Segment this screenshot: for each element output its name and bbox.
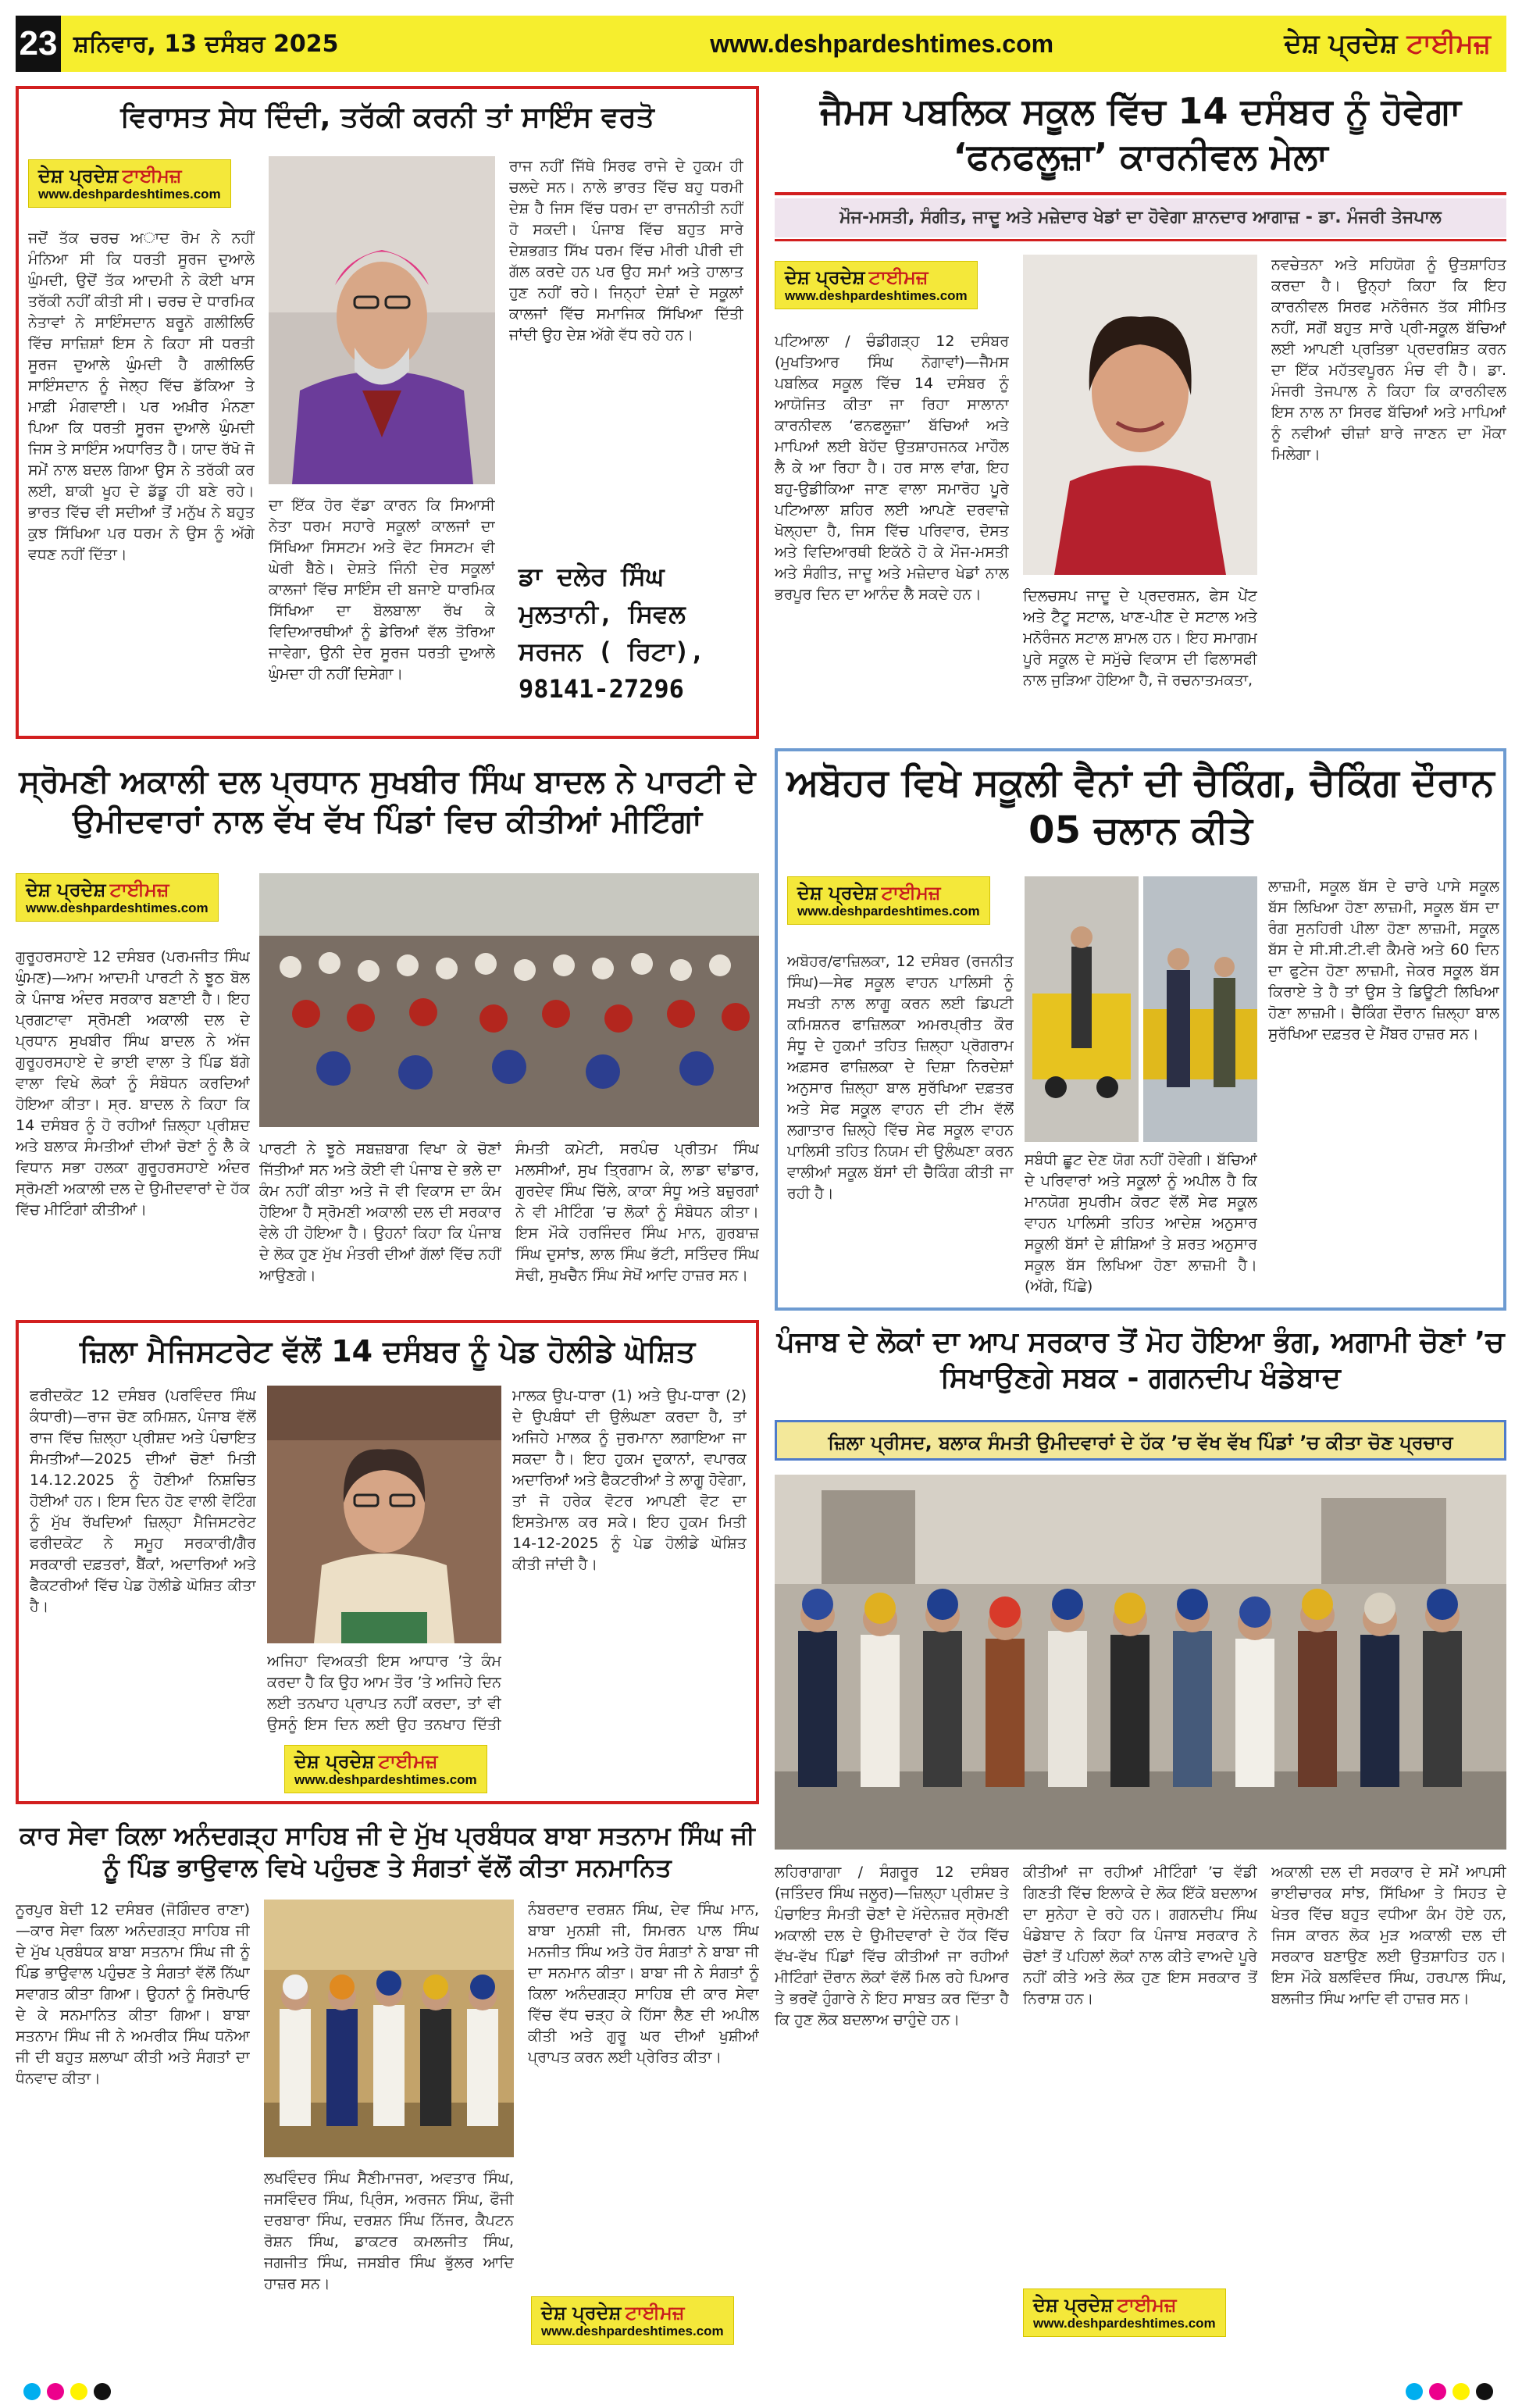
article-column-1: ਫਰੀਦਕੋਟ 12 ਦਸੰਬਰ (ਪਰਵਿੰਦਰ ਸਿੰਘ ਕੰਧਾਰੀ)—ਰਾਜ ਚੋਣ ਕਮਿਸ਼ਨ, ਪੰਜਾਬ ਵੱਲੋਂ ਰਾਜ ਵਿੱਚ ਜ਼ਿਲ੍ਹਾ ਪ੍ਰੀਸ਼ਦ ਅਤੇ ਪੰਚਾਇਤ ਸੰਮਤੀਆਂ—2025 ਦੀਆਂ ਚੋਣਾਂ ਮਿਤੀ 14.12.2025 ਨੂੰ ਹੋਣੀਆਂ ਨਿਸ਼ਚਿਤ ਹੋਈਆਂ ਹਨ। ਇਸ ਦਿਨ ਹੋਣ ਵਾਲੀ ਵੋਟਿੰਗ ਨੂੰ ਮੁੱਖ ਰੱਖਦਿਆਂ ਜ਼ਿਲ੍ਹਾ ਮੈਜਿਸਟਰੇਟ ਫਰੀਦਕੋਟ ਨੇ ਸਮੂਹ ਸਰਕਾਰੀ/ਗੈਰ ਸਰਕਾਰੀ ਦਫ਼ਤਰਾਂ, ਬੈਂਕਾਂ, ਅਦਾਰਿਆਂ ਅਤੇ ਫੈਕਟਰੀਆਂ ਵਿੱਚ ਪੇਡ ਹੋਲੀਡੇ ਘੋਸ਼ਿਤ ਕੀਤਾ ਹੈ। xyxy=(30,1387,256,1615)
article-column-2: ਦਾ ਇੱਕ ਹੋਰ ਵੱਡਾ ਕਾਰਨ ਕਿ ਸਿਆਸੀ ਨੇਤਾ ਧਰਮ ਸਹਾਰੇ ਸਕੂਲਾਂ ਕਾਲਜਾਂ ਦਾ ਸਿੱਖਿਆ ਸਿਸਟਮ ਅਤੇ ਵੋਟ ਸਿਸਟਮ ਵੀ ਘੇਰੀ ਬੈਠੇ। ਦੇਸ਼ਤੇ ਜਿੰਨੀ ਦੇਰ ਸਕੂਲਾਂ ਕਾਲਜਾਂ ਵਿੱਚ ਸਾਇੰਸ ਦੀ ਬਜਾਏ ਧਾਰਮਿਕ ਸਿੱਖਿਆ ਦਾ ਬੋਲਬਾਲਾ ਰੱਖ ਕੇ ਵਿਦਿਆਰਥੀਆਂ ਨੂੰ ਡੇਰਿਆਂ ਵੱਲ ਤੋਰਿਆ ਜਾਵੇਗਾ, ਉਨੀ ਦੇਰ ਸੂਰਜ ਧਰਤੀ ਦੁਆਲੇ ਘੁੰਮਦਾ ਹੀ ਨਹੀਂ ਦਿਸੇਗਾ। xyxy=(269,497,495,683)
brand-part2: ਟਾਈਮਜ਼ xyxy=(625,2302,685,2324)
brand-part1: ਦੇਸ਼ ਪ੍ਰਦੇਸ਼ xyxy=(294,1750,375,1772)
article-column-2: ਲਖਵਿੰਦਰ ਸਿੰਘ ਸੈਣੀਮਾਜਰਾ, ਅਵਤਾਰ ਸਿੰਘ, ਜਸਵਿੰਦਰ ਸਿੰਘ, ਪ੍ਰਿੰਸ, ਅਰਜਨ ਸਿੰਘ, ਫੌਜੀ ਦਰਬਾਰਾ ਸਿੰਘ, ਦਰਸ਼ਨ ਸਿੰਘ ਨਿੱਜਰ, ਕੈਪਟਨ ਰੋਸ਼ਨ ਸਿੰਘ, ਡਾਕਟਰ ਕਮਲਜੀਤ ਸਿੰਘ, ਜਗਜੀਤ ਸਿੰਘ, ਜਸਬੀਰ ਸਿੰਘ ਭੁੱਲਰ ਆਦਿ ਹਾਜ਼ਰ ਸਨ। xyxy=(264,2170,514,2292)
article-column-1: ਜਦੋਂ ਤੱਕ ਚਰਚ ਅਾਦ ਰੋਮ ਨੇ ਨਹੀਂ ਮੰਨਿਆ ਸੀ ਕਿ ਧਰਤੀ ਸੂਰਜ ਦੁਆਲੇ ਘੁੰਮਦੀ, ਉਦੋਂ ਤੱਕ ਆਦਮੀ ਨੇ ਕੋਈ ਖਾਸ ਤਰੱਕੀ ਨਹੀਂ ਕੀਤੀ ਸੀ। ਚਰਚ ਦੇ ਧਾਰਮਿਕ ਨੇਤਾਵਾਂ ਨੇ ਸਾਇੰਸਦਾਨ ਬਰੂਨੋ ਗਲੀਲਿਓ ਵਿੱਚ ਸਾਜ਼ਿਸ਼ਾਂ ਇਸ ਨੇ ਕਿਹਾ ਸੀ ਧਰਤੀ ਸੂਰਜ ਦੁਆਲੇ ਘੁੰਮਦੀ ਹੈ ਗਲੀਲਿਓ ਸਾਇੰਸਦਾਨ ਨੂੰ ਜੇਲ੍ਹ ਵਿੱਚ ਡੱਕਿਆ ਤੇ ਮਾਫ਼ੀ ਮੰਗਵਾਈ। ਪਰ ਅਖ਼ੀਰ ਮੰਨਣਾ ਪਿਆ ਕਿ ਧਰਤੀ ਸੂਰਜ ਦੁਆਲੇ ਘੁੰਮਦੀ ਜਿਸ ਤੇ ਸਾਇੰਸ ਅਧਾਰਿਤ ਹੈ। ਯਾਦ ਰੱਖੋ ਜੋ ਸਮੇਂ ਨਾਲ ਬਦਲ ਗਿਆ ਉਸ ਨੇ ਤਰੱਕੀ ਕਰ ਲਈ, ਬਾਕੀ ਖੂਹ ਦੇ ਡੱਡੂ ਹੀ ਬਣੇ ਰਹੇ। ਭਾਰਤ ਵਿੱਚ ਵੀ ਸਦੀਆਂ ਤੋਂ ਮਨੁੱਖ ਨੇ ਬਹੁਤ ਕੁਝ ਸਿੱਖਿਆ ਪਰ ਧਰਮ ਨੇ ਉਸ ਨੂੰ ਅੱਗੇ ਵਧਣ ਨਹੀਂ ਦਿੱਤਾ। xyxy=(28,230,255,563)
article-column-3: ਸੰਮਤੀ ਕਮੇਟੀ, ਸਰਪੰਚ ਪ੍ਰੀਤਮ ਸਿੰਘ ਮਲਸੀਆਂ, ਸੁਖ ਤ੍ਰਿਗਾਮ ਕੇ, ਲਾਡਾ ਢਾਂਡਾਰ, ਗੁਰਦੇਵ ਸਿੰਘ ਚਿੱਲੇ, ਕਾਕਾ ਸੰਧੂ ਅਤੇ ਬਜ਼ੁਰਗਾਂ ਨੇ ਵੀ ਮੀਟਿੰਗ ’ਚ ਲੋਕਾਂ ਨੂੰ ਸੰਬੋਧਨ ਕੀਤਾ। ਇਸ ਮੌਕੇ ਹਰਜਿੰਦਰ ਸਿੰਘ ਮਾਨ, ਗੁਰਬਾਜ਼ ਸਿੰਘ ਦੁਸਾਂਝ, ਲਾਲ ਸਿੰਘ ਭੱਟੀ, ਸਤਿੰਦਰ ਸਿੰਘ ਸੋਢੀ, ਸੁਖਚੈਨ ਸਿੰਘ ਸੇਖੋਂ ਆਦਿ ਹਾਜ਼ਰ ਸਨ। xyxy=(515,1140,759,1284)
campaign-photo xyxy=(775,1475,1506,1850)
brand-block xyxy=(16,873,219,922)
brand-part1: ਦੇਸ਼ ਪ੍ਰਦੇਸ਼ xyxy=(26,879,106,901)
brand-url: www.deshpardeshtimes.com xyxy=(785,288,968,303)
article-paid-holiday xyxy=(16,1320,759,1804)
van-checking-image-2 xyxy=(1143,876,1257,1142)
campaign-group-image xyxy=(775,1475,1506,1850)
brand-block xyxy=(284,1745,487,1793)
article-akali-meetings xyxy=(16,748,759,1311)
brand-title xyxy=(1284,28,1506,59)
registration-mark xyxy=(94,2383,111,2400)
brand-url: www.deshpardeshtimes.com xyxy=(294,1772,477,1787)
article-column-2: ਕੀਤੀਆਂ ਜਾ ਰਹੀਆਂ ਮੀਟਿੰਗਾਂ ’ਚ ਵੱਡੀ ਗਿਣਤੀ ਵਿੱਚ ਇਲਾਕੇ ਦੇ ਲੋਕ ਇੱਕੋ ਬਦਲਾਅ ਦਾ ਸੁਨੇਹਾ ਦੇ ਰਹੇ ਹਨ। ਗਗਨਦੀਪ ਸਿੰਘ ਖੰਡੇਬਾਦ ਨੇ ਕਿਹਾ ਕਿ ਪੰਜਾਬ ਸਰਕਾਰ ਨੇ ਚੋਣਾਂ ਤੋਂ ਪਹਿਲਾਂ ਲੋਕਾਂ ਨਾਲ ਕੀਤੇ ਵਾਅਦੇ ਪੂਰੇ ਨਹੀਂ ਕੀਤੇ ਅਤੇ ਲੋਕ ਹੁਣ ਇਸ ਸਰਕਾਰ ਤੋਂ ਨਿਰਾਸ਼ ਹਨ। xyxy=(1023,1864,1257,2007)
headline: ਜੈਮਸ ਪਬਲਿਕ ਸਕੂਲ ਵਿੱਚ 14 ਦਸੰਬਰ ਨੂੰ ਹੋਵੇਗਾ ‘ਫਨਫਲੂਜ਼ਾ’ ਕਾਰਨੀਵਲ ਮੇਲਾ xyxy=(820,90,1461,177)
page-number: 23 xyxy=(16,16,61,72)
article-column-1: ਪਟਿਆਲਾ / ਚੰਡੀਗੜ੍ਹ 12 ਦਸੰਬਰ (ਮੁਖਤਿਆਰ ਸਿੰਘ ਨੋਗਾਵਾਂ)—ਜੈਮਸ ਪਬਲਿਕ ਸਕੂਲ ਵਿੱਚ 14 ਦਸੰਬਰ ਨੂੰ ਆਯੋਜਿਤ ਕੀਤਾ ਜਾ ਰਿਹਾ ਸਾਲਾਨਾ ਕਾਰਨੀਵਲ ‘ਫਨਫਲੂਜ਼ਾ’ ਬੱਚਿਆਂ ਅਤੇ ਮਾਪਿਆਂ ਲਈ ਬੇਹੱਦ ਉਤਸ਼ਾਹਜਨਕ ਮਾਹੌਲ ਲੈ ਕੇ ਆ ਰਿਹਾ ਹੈ। ਹਰ ਸਾਲ ਵਾਂਗ, ਇਹ ਬਹੁ-ਉਡੀਕਿਆ ਜਾਣ ਵਾਲਾ ਸਮਾਰੋਹ ਪੂਰੇ ਪਟਿਆਲਾ ਸ਼ਹਿਰ ਲਈ ਆਪਣੇ ਦਰਵਾਜ਼ੇ ਖੋਲ੍ਹਦਾ ਹੈ, ਜਿਸ ਵਿੱਚ ਪਰਿਵਾਰ, ਦੋਸਤ ਅਤੇ ਵਿਦਿਆਰਥੀ ਇਕੱਠੇ ਹੋ ਕੇ ਮੌਜ-ਮਸਤੀ ਅਤੇ ਸੰਗੀਤ, ਜਾਦੂ ਅਤੇ ਮਜ਼ੇਦਾਰ ਖੇਡਾਂ ਨਾਲ ਭਰਪੂਰ ਦਿਨ ਦਾ ਆਨੰਦ ਲੈ ਸਕਦੇ ਹਨ। xyxy=(775,333,1009,603)
author-name: ਡਾ ਦਲੇਰ ਸਿੰਘ ਮੁਲਤਾਨੀ, ਸਿਵਲ ਸਰਜਨ ( ਰਿਟਾ), xyxy=(519,562,705,666)
registration-mark xyxy=(23,2383,41,2400)
brand-part2: ਟਾਈਮਜ਼ xyxy=(122,165,182,187)
brand-block xyxy=(28,159,231,208)
author-portrait-image xyxy=(269,156,495,484)
author-signature xyxy=(519,558,745,708)
brand-part1: ਦੇਸ਼ ਪ੍ਰਦੇਸ਼ xyxy=(541,2302,622,2324)
article-column-1: ਨੂਰਪੁਰ ਬੇਦੀ 12 ਦਸੰਬਰ (ਜੋਗਿੰਦਰ ਰਾਣਾ)—ਕਾਰ ਸੇਵਾ ਕਿਲਾ ਅਨੰਦਗੜ੍ਹ ਸਾਹਿਬ ਜੀ ਦੇ ਮੁੱਖ ਪ੍ਰਬੰਧਕ ਬਾਬਾ ਸਤਨਾਮ ਸਿੰਘ ਜੀ ਨੂੰ ਪਿੰਡ ਭਾਉਵਾਲ ਪਹੁੰਚਣ ਤੇ ਸੰਗਤਾਂ ਵੱਲੋਂ ਨਿੱਘਾ ਸਵਾਗਤ ਕੀਤਾ ਗਿਆ। ਉਹਨਾਂ ਨੂੰ ਸਿਰੋਪਾਓ ਦੇ ਕੇ ਸਨਮਾਨਿਤ ਕੀਤਾ ਗਿਆ। ਬਾਬਾ ਸਤਨਾਮ ਸਿੰਘ ਜੀ ਨੇ ਅਮਰੀਕ ਸਿੰਘ ਧਨੋਆ ਜੀ ਦੀ ਬਹੁਤ ਸ਼ਲਾਘਾ ਕੀਤੀ ਅਤੇ ਸੰਗਤਾਂ ਦਾ ਧੰਨਵਾਦ ਕੀਤਾ। xyxy=(16,1901,250,2087)
headline: ਜ਼ਿਲਾ ਮੈਜਿਸਟਰੇਟ ਵੱਲੋਂ 14 ਦਸੰਬਰ ਨੂੰ ਪੇਡ ਹੋਲੀਡੇ ਘੋਸ਼ਿਤ xyxy=(79,1334,696,1368)
issue-date: ਸ਼ਨਿਵਾਰ, 13 ਦਸੰਬਰ 2025 xyxy=(73,30,339,58)
van-checking-photo-1 xyxy=(1025,876,1139,1142)
author-phone: 98141-27296 xyxy=(519,674,684,704)
brand-url: www.deshpardeshtimes.com xyxy=(797,904,980,919)
article-column-2: ਦਿਲਚਸਪ ਜਾਦੂ ਦੇ ਪ੍ਰਦਰਸ਼ਨ, ਫੇਸ ਪੇਂਟ ਅਤੇ ਟੈਟੂ ਸਟਾਲ, ਖਾਣ-ਪੀਣ ਦੇ ਸਟਾਲ ਅਤੇ ਮਨੋਰੰਜਨ ਸਟਾਲ ਸ਼ਾਮਲ ਹਨ। ਇਹ ਸਮਾਗਮ ਪੂਰੇ ਸਕੂਲ ਦੇ ਸਮੁੱਚੇ ਵਿਕਾਸ ਦੀ ਫਿਲਾਸਫੀ ਨਾਲ ਜੁੜਿਆ ਹੋਇਆ ਹੈ, ਜੋ ਰਚਨਾਤਮਕਤਾ, xyxy=(1023,587,1257,689)
brand-url: www.deshpardeshtimes.com xyxy=(541,2324,724,2338)
article-baba-satnam-singh xyxy=(16,1812,759,2367)
principal-photo xyxy=(1023,255,1257,575)
photo-caption: ਅਜਿਹਾ ਵਿਅਕਤੀ ਇਸ ਆਧਾਰ ’ਤੇ ਕੰਮ ਕਰਦਾ ਹੈ ਕਿ ਉਹ ਆਮ ਤੌਰ ’ਤੇ ਅਜਿਹੇ ਦਿਨ ਲਈ ਤਨਖਾਹ ਪ੍ਰਾਪਤ ਨਹੀਂ ਕਰਦਾ, ਤਾਂ ਵੀ ਉਸਨੂੰ ਇਸ ਦਿਨ ਲਈ ਉਹ ਤਨਖਾਹ ਦਿੱਤੀ xyxy=(267,1653,501,1733)
magistrate-photo xyxy=(267,1386,501,1643)
brand-block xyxy=(531,2296,734,2345)
article-column-3: ਰਾਜ ਨਹੀਂ ਜਿੱਥੇ ਸਿਰਫ ਰਾਜੇ ਦੇ ਹੁਕਮ ਹੀ ਚਲਦੇ ਸਨ। ਨਾਲੇ ਭਾਰਤ ਵਿੱਚ ਬਹੁ ਧਰਮੀ ਦੇਸ਼ ਹੈ ਜਿਸ ਵਿੱਚ ਧਰਮ ਦਾ ਰਾਜਨੀਤੀ ਨਹੀਂ ਹੋ ਸਕਦੀ। ਪੰਜਾਬ ਵਿੱਚ ਬਹੁਤ ਸਾਰੇ ਦੇਸ਼ਭਗਤ ਸਿੱਖ ਧਰਮ ਵਿੱਚ ਮੀਰੀ ਪੀਰੀ ਦੀ ਗੱਲ ਕਰਦੇ ਹਨ ਪਰ ਉਹ ਸਮਾਂ ਅਤੇ ਹਾਲਾਤ ਹੁਣ ਨਹੀਂ ਰਹੇ। ਜਿਨ੍ਹਾਂ ਦੇਸ਼ਾਂ ਦੇ ਸਕੂਲਾਂ ਕਾਲਜਾਂ ਵਿੱਚ ਸਮਾਜਿਕ ਸਿੱਖਿਆ ਦਿੱਤੀ ਜਾਂਦੀ ਉਹ ਦੇਸ਼ ਅੱਗੇ ਵੱਧ ਰਹੇ ਹਨ। xyxy=(509,158,743,344)
article-column-1: ਅਬੋਹਰ/ਫਾਜ਼ਿਲਕਾ, 12 ਦਸੰਬਰ (ਰਜਨੀਤ ਸਿੰਘ)—ਸੇਫ ਸਕੂਲ ਵਾਹਨ ਪਾਲਿਸੀ ਨੂੰ ਸਖਤੀ ਨਾਲ ਲਾਗੂ ਕਰਨ ਲਈ ਡਿਪਟੀ ਕਮਿਸ਼ਨਰ ਫਾਜ਼ਿਲਕਾ ਅਮਰਪ੍ਰੀਤ ਕੌਰ ਸੰਧੂ ਦੇ ਹੁਕਮਾਂ ਤਹਿਤ ਜ਼ਿਲ੍ਹਾ ਪ੍ਰੋਗਰਾਮ ਅਫ਼ਸਰ ਫਾਜ਼ਿਲਕਾ ਦੇ ਦਿਸ਼ਾ ਨਿਰਦੇਸ਼ਾਂ ਅਨੁਸਾਰ ਜ਼ਿਲ੍ਹਾ ਬਾਲ ਸੁਰੱਖਿਆ ਦਫ਼ਤਰ ਅਤੇ ਸੇਫ ਸਕੂਲ ਵਾਹਨ ਦੀ ਟੀਮ ਵੱਲੋਂ ਲਗਾਤਾਰ ਜ਼ਿਲ੍ਹੇ ਵਿੱਚ ਸੇਫ ਸਕੂਲ ਵਾਹਨ ਪਾਲਿਸੀ ਤਹਿਤ ਨਿਯਮ ਦੀ ਉਲੰਘਣਾ ਕਰਨ ਵਾਲੀਆਂ ਸਕੂਲ ਬੱਸਾਂ ਦੀ ਚੈਕਿੰਗ ਕੀਤੀ ਜਾ ਰਹੀ ਹੈ। xyxy=(787,953,1014,1202)
article-school-van-checking xyxy=(775,748,1506,1311)
headline: ਅਬੋਹਰ ਵਿਖੇ ਸਕੂਲੀ ਵੈਨਾਂ ਦੀ ਚੈਕਿੰਗ, ਚੈਕਿੰਗ ਦੌਰਾਨ 05 ਚਲਾਨ ਕੀਤੇ xyxy=(786,761,1495,853)
subheadline: ਮੌਜ-ਮਸਤੀ, ਸੰਗੀਤ, ਜਾਦੂ ਅਤੇ ਮਜ਼ੇਦਾਰ ਖੇਡਾਂ ਦਾ ਹੋਵੇਗਾ ਸ਼ਾਨਦਾਰ ਆਗਾਜ਼ - ਡਾ. ਮੰਜਰੀ ਤੇਜਪਾਲ xyxy=(775,198,1506,237)
article-column-2: ਪਾਰਟੀ ਨੇ ਝੂਠੇ ਸਬਜ਼ਬਾਗ ਵਿਖਾ ਕੇ ਚੋਣਾਂ ਜਿੱਤੀਆਂ ਸਨ ਅਤੇ ਕੋਈ ਵੀ ਪੰਜਾਬ ਦੇ ਭਲੇ ਦਾ ਕੰਮ ਨਹੀਂ ਕੀਤਾ ਅਤੇ ਜੋ ਵੀ ਵਿਕਾਸ ਦਾ ਕੰਮ ਹੋਇਆ ਹੈ ਸ੍ਰੋਮਣੀ ਅਕਾਲੀ ਦਲ ਦੀ ਸਰਕਾਰ ਵੇਲੇ ਹੀ ਹੋਇਆ ਹੈ। ਉਹਨਾਂ ਕਿਹਾ ਕਿ ਪੰਜਾਬ ਦੇ ਲੋਕ ਹੁਣ ਮੁੱਖ ਮੰਤਰੀ ਦੀਆਂ ਗੱਲਾਂ ਵਿੱਚ ਨਹੀਂ ਆਉਣਗੇ। xyxy=(259,1140,501,1284)
brand-block xyxy=(787,876,990,925)
principal-portrait-image xyxy=(1023,255,1257,575)
registration-mark xyxy=(70,2383,87,2400)
registration-mark xyxy=(1476,2383,1493,2400)
registration-mark xyxy=(1406,2383,1423,2400)
article-column-1: ਗੁਰੂਹਰਸਹਾਏ 12 ਦਸੰਬਰ (ਪਰਮਜੀਤ ਸਿੰਘ ਘੁੰਮਣ)—ਆਮ ਆਦਮੀ ਪਾਰਟੀ ਨੇ ਝੂਠ ਬੋਲ ਕੇ ਪੰਜਾਬ ਅੰਦਰ ਸਰਕਾਰ ਬਣਾਈ ਹੈ। ਇਹ ਪ੍ਰਗਟਾਵਾ ਸ੍ਰੋਮਣੀ ਅਕਾਲੀ ਦਲ ਦੇ ਪ੍ਰਧਾਨ ਸੁਖਬੀਰ ਸਿੰਘ ਬਾਦਲ ਨੇ ਅੱਜ ਗੁਰੂਹਰਸਹਾਏ ਦੇ ਭਾਈ ਵਾਲਾ ਤੇ ਪਿੰਡ ਬੱਗੇ ਵਾਲਾ ਵਿਖੇ ਲੋਕਾਂ ਨੂੰ ਸੰਬੋਧਨ ਕਰਦਿਆਂ ਹੋਇਆ ਕੀਤਾ। ਸ੍ਰ. ਬਾਦਲ ਨੇ ਕਿਹਾ ਕਿ 14 ਦਸੰਬਰ ਨੂੰ ਹੋ ਰਹੀਆਂ ਜ਼ਿਲ੍ਹਾ ਪ੍ਰੀਸ਼ਦ ਅਤੇ ਬਲਾਕ ਸੰਮਤੀਆਂ ਦੀਆਂ ਚੋਣਾਂ ਨੂੰ ਲੈ ਕੇ ਵਿਧਾਨ ਸਭਾ ਹਲਕਾ ਗੁਰੂਹਰਸਹਾਏ ਅੰਦਰ ਸ੍ਰੋਮਣੀ ਅਕਾਲੀ ਦਲ ਦੇ ਉਮੀਦਵਾਰਾਂ ਦੇ ਹੱਕ ਵਿੱਚ ਮੀਟਿੰਗਾਂ ਕੀਤੀਆਂ। xyxy=(16,948,250,1218)
brand-part1: ਦੇਸ਼ ਪ੍ਰਦੇਸ਼ xyxy=(38,165,119,187)
author-photo xyxy=(269,156,495,484)
brand-part1: ਦੇਸ਼ ਪ੍ਰਦੇਸ਼ xyxy=(797,882,878,904)
registration-mark xyxy=(1429,2383,1446,2400)
honour-group-image xyxy=(264,1900,514,2157)
article-aap-government xyxy=(775,1320,1506,2367)
brand-url: www.deshpardeshtimes.com xyxy=(1033,2316,1216,2331)
article-column-3: ਨੰਬਰਦਾਰ ਦਰਸ਼ਨ ਸਿੰਘ, ਦੇਵ ਸਿੰਘ ਮਾਨ, ਬਾਬਾ ਮੁਨਸ਼ੀ ਜੀ, ਸਿਮਰਨ ਪਾਲ ਸਿੰਘ ਮਨਜੀਤ ਸਿੰਘ ਅਤੇ ਹੋਰ ਸੰਗਤਾਂ ਨੇ ਬਾਬਾ ਜੀ ਦਾ ਸਨਮਾਨ ਕੀਤਾ। ਬਾਬਾ ਜੀ ਨੇ ਸੰਗਤਾਂ ਨੂੰ ਕਿਲਾ ਅਨੰਦਗੜ੍ਹ ਸਾਹਿਬ ਦੀ ਕਾਰ ਸੇਵਾ ਵਿੱਚ ਵੱਧ ਚੜ੍ਹ ਕੇ ਹਿੱਸਾ ਲੈਣ ਦੀ ਅਪੀਲ ਕੀਤੀ ਅਤੇ ਗੁਰੂ ਘਰ ਦੀਆਂ ਖੁਸ਼ੀਆਂ ਪ੍ਰਾਪਤ ਕਰਨ ਲਈ ਪ੍ਰੇਰਿਤ ਕੀਤਾ। xyxy=(528,1901,759,2066)
magistrate-image xyxy=(267,1386,501,1643)
article-column-2: ਮਾਲਕ ਉਪ-ਧਾਰਾ (1) ਅਤੇ ਉਪ-ਧਾਰਾ (2) ਦੇ ਉਪਬੰਧਾਂ ਦੀ ਉਲੰਘਣਾ ਕਰਦਾ ਹੈ, ਤਾਂ ਅਜਿਹੇ ਮਾਲਕ ਨੂੰ ਜੁਰਮਾਨਾ ਲਗਾਇਆ ਜਾ ਸਕਦਾ ਹੈ। ਇਹ ਹੁਕਮ ਦੁਕਾਨਾਂ, ਵਪਾਰਕ ਅਦਾਰਿਆਂ ਅਤੇ ਫੈਕਟਰੀਆਂ ਤੇ ਲਾਗੂ ਹੋਵੇਗਾ, ਤਾਂ ਜੋ ਹਰੇਕ ਵੋਟਰ ਆਪਣੀ ਵੋਟ ਦਾ ਇਸਤੇਮਾਲ ਕਰ ਸਕੇ। ਇਹ ਹੁਕਮ ਮਿਤੀ 14-12-2025 ਨੂੰ ਪੇਡ ਹੋਲੀਡੇ ਘੋਸ਼ਿਤ ਕੀਤੀ ਜਾਂਦੀ ਹੈ। xyxy=(512,1387,747,1573)
brand-part2: ਟਾਈਮਜ਼ xyxy=(109,879,169,901)
article-column-1: ਲਹਿਰਾਗਾਗਾ / ਸੰਗਰੂਰ 12 ਦਸੰਬਰ (ਜਤਿੰਦਰ ਸਿੰਘ ਜਲੂਰ)—ਜ਼ਿਲ੍ਹਾ ਪ੍ਰੀਸ਼ਦ ਤੇ ਪੰਚਾਇਤ ਸੰਮਤੀ ਚੋਣਾਂ ਦੇ ਮੱਦੇਨਜ਼ਰ ਸ੍ਰੋਮਣੀ ਅਕਾਲੀ ਦਲ ਦੇ ਉਮੀਦਵਾਰਾਂ ਦੇ ਹੱਕ ਵਿੱਚ ਵੱਖ-ਵੱਖ ਪਿੰਡਾਂ ਵਿੱਚ ਕੀਤੀਆਂ ਜਾ ਰਹੀਆਂ ਮੀਟਿੰਗਾਂ ਦੌਰਾਨ ਲੋਕਾਂ ਵੱਲੋਂ ਮਿਲ ਰਹੇ ਪਿਆਰ ਤੇ ਭਰਵੇਂ ਹੁੰਗਾਰੇ ਨੇ ਇਹ ਸਾਬਤ ਕਰ ਦਿੱਤਾ ਹੈ ਕਿ ਹੁਣ ਲੋਕ ਬਦਲਾਅ ਚਾਹੁੰਦੇ ਹਨ। xyxy=(775,1864,1009,2028)
headline: ਪੰਜਾਬ ਦੇ ਲੋਕਾਂ ਦਾ ਆਪ ਸਰਕਾਰ ਤੋਂ ਮੋਹ ਹੋਇਆ ਭੰਗ, ਅਗਾਮੀ ਚੋਣਾਂ ’ਚ ਸਿਖਾਉਣਗੇ ਸਬਕ - ਗਗਨਦੀਪ ਖੰਡੇਬਾਦ xyxy=(776,1326,1505,1395)
van-checking-image-1 xyxy=(1025,876,1139,1142)
registration-mark xyxy=(1452,2383,1470,2400)
brand-part2: ਟਾਈਮਜ਼ xyxy=(1406,28,1491,59)
brand-part2: ਟਾਈਮਜ਼ xyxy=(881,882,941,904)
article-column-3: ਲਾਜ਼ਮੀ, ਸਕੂਲ ਬੱਸ ਦੇ ਚਾਰੇ ਪਾਸੇ ਸਕੂਲ ਬੱਸ ਲਿਖਿਆ ਹੋਣਾ ਲਾਜ਼ਮੀ, ਸਕੂਲ ਬੱਸ ਦਾ ਰੰਗ ਸੁਨਹਿਰੀ ਪੀਲਾ ਹੋਣਾ ਲਾਜ਼ਮੀ, ਸਕੂਲ ਬੱਸ ਦੇ ਸੀ.ਸੀ.ਟੀ.ਵੀ ਕੈਮਰੇ ਅਤੇ 60 ਦਿਨ ਦਾ ਫੁਟੇਜ ਹੋਣਾ ਲਾਜ਼ਮੀ, ਜੇਕਰ ਸਕੂਲ ਬੱਸ ਕਿਰਾਏ ਤੇ ਹੈ ਤਾਂ ਉਸ ਤੇ ਡਿਊਟੀ ਲਿਖਿਆ ਹੋਣਾ ਲਾਜ਼ਮੀ। ਚੈਕਿੰਗ ਦੌਰਾਨ ਜ਼ਿਲ੍ਹਾ ਬਾਲ ਸੁਰੱਖਿਆ ਦਫ਼ਤਰ ਦੇ ਮੈਂਬਰ ਹਾਜ਼ਰ ਸਨ। xyxy=(1268,878,1499,1043)
brand-part2: ਟਾਈਮਜ਼ xyxy=(1117,2294,1177,2316)
brand-part1: ਦੇਸ਼ ਪ੍ਰਦੇਸ਼ xyxy=(1284,28,1398,59)
masthead xyxy=(16,16,1506,72)
brand-url: www.deshpardeshtimes.com xyxy=(26,901,209,915)
article-column-2: ਸਬੰਧੀ ਛੂਟ ਦੇਣ ਯੋਗ ਨਹੀਂ ਹੋਵੇਗੀ। ਬੱਚਿਆਂ ਦੇ ਪਰਿਵਾਰਾਂ ਅਤੇ ਸਕੂਲਾਂ ਨੂੰ ਅਪੀਲ ਹੈ ਕਿ ਮਾਨਯੋਗ ਸੁਪਰੀਮ ਕੋਰਟ ਵੱਲੋਂ ਸੇਫ ਸਕੂਲ ਵਾਹਨ ਪਾਲਿਸੀ ਤਹਿਤ ਆਦੇਸ਼ ਅਨੁਸਾਰ ਸਕੂਲੀ ਬੱਸਾਂ ਦੇ ਸ਼ੀਸ਼ਿਆਂ ਤੇ ਸ਼ਰਤ ਅਨੁਸਾਰ ਸਕੂਲ ਬੱਸ ਲਿਖਿਆ ਹੋਣਾ ਲਾਜ਼ਮੀ ਹੈ। (ਅੱਗੇ, ਪਿੱਛੇ) xyxy=(1025,1151,1257,1295)
honour-photo xyxy=(264,1900,514,2157)
brand-block xyxy=(1023,2288,1226,2337)
registration-mark xyxy=(47,2383,64,2400)
brand-url: www.deshpardeshtimes.com xyxy=(38,187,221,202)
website-url[interactable]: www.deshpardeshtimes.com xyxy=(710,29,1054,58)
headline: ਵਿਰਾਸਤ ਸੇਧ ਦਿੰਦੀ, ਤਰੱਕੀ ਕਰਨੀ ਤਾਂ ਸਾਇੰਸ ਵਰਤੋ xyxy=(120,102,654,134)
article-heritage-science xyxy=(16,86,759,739)
rally-crowd-image xyxy=(259,873,759,1127)
brand-part2: ਟਾਈਮਜ਼ xyxy=(378,1750,438,1772)
headline: ਕਾਰ ਸੇਵਾ ਕਿਲਾ ਅਨੰਦਗੜ੍ਹ ਸਾਹਿਬ ਜੀ ਦੇ ਮੁੱਖ ਪ੍ਰਬੰਧਕ ਬਾਬਾ ਸਤਨਾਮ ਸਿੰਘ ਜੀ ਨੂੰ ਪਿੰਡ ਭਾਉਵਾਲ ਵਿਖੇ ਪਹੁੰਚਣ ਤੇ ਸੰਗਤਾਂ ਵੱਲੋਂ ਕੀਤਾ ਸਨਮਾਨਿਤ xyxy=(20,1821,755,1882)
brand-part1: ਦੇਸ਼ ਪ੍ਰਦੇਸ਼ xyxy=(785,266,865,288)
brand-block xyxy=(775,261,978,309)
van-checking-photo-2 xyxy=(1143,876,1257,1142)
brand-part2: ਟਾਈਮਜ਼ xyxy=(868,266,929,288)
article-column-3: ਅਕਾਲੀ ਦਲ ਦੀ ਸਰਕਾਰ ਦੇ ਸਮੇਂ ਆਪਸੀ ਭਾਈਚਾਰਕ ਸਾਂਝ, ਸਿੱਖਿਆ ਤੇ ਸਿਹਤ ਦੇ ਖੇਤਰ ਵਿੱਚ ਬਹੁਤ ਵਧੀਆ ਕੰਮ ਹੋਏ ਹਨ, ਜਿਸ ਕਾਰਨ ਲੋਕ ਮੁੜ ਅਕਾਲੀ ਦਲ ਦੀ ਸਰਕਾਰ ਬਣਾਉਣ ਲਈ ਉਤਸ਼ਾਹਿਤ ਹਨ। ਇਸ ਮੌਕੇ ਬਲਵਿੰਦਰ ਸਿੰਘ, ਹਰਪਾਲ ਸਿੰਘ, ਬਲਜੀਤ ਸਿੰਘ ਆਦਿ ਵੀ ਹਾਜ਼ਰ ਸਨ। xyxy=(1271,1864,1506,2007)
subheadline: ਜ਼ਿਲਾ ਪ੍ਰੀਸਦ, ਬਲਾਕ ਸੰਮਤੀ ਉਮੀਦਵਾਰਾਂ ਦੇ ਹੱਕ ’ਚ ਵੱਖ ਵੱਖ ਪਿੰਡਾਂ ’ਚ ਕੀਤਾ ਚੋਣ ਪ੍ਰਚਾਰ xyxy=(775,1420,1506,1461)
article-column-3: ਨਵਚੇਤਨਾ ਅਤੇ ਸਹਿਯੋਗ ਨੂੰ ਉਤਸ਼ਾਹਿਤ ਕਰਦਾ ਹੈ। ਉਨ੍ਹਾਂ ਕਿਹਾ ਕਿ ਇਹ ਕਾਰਨੀਵਲ ਸਿਰਫ ਮਨੋਰੰਜਨ ਤੱਕ ਸੀਮਿਤ ਨਹੀਂ, ਸਗੋਂ ਬਹੁਤ ਸਾਰੇ ਪ੍ਰੀ-ਸਕੂਲ ਬੱਚਿਆਂ ਲਈ ਆਪਣੀ ਪ੍ਰਤਿਭਾ ਪ੍ਰਦਰਸ਼ਿਤ ਕਰਨ ਦਾ ਇੱਕ ਮਹੱਤਵਪੂਰਨ ਮੰਚ ਵੀ ਹੈ। ਡਾ. ਮੰਜਰੀ ਤੇਜਪਾਲ ਨੇ ਕਿਹਾ ਕਿ ਕਾਰਨੀਵਲ ਇਸ ਨਾਲ ਨਾ ਸਿਰਫ ਬੱਚਿਆਂ ਅਤੇ ਮਾਪਿਆਂ ਨੂੰ ਨਵੀਆਂ ਚੀਜ਼ਾਂ ਬਾਰੇ ਜਾਣਨ ਦਾ ਮੌਕਾ ਮਿਲੇਗਾ। xyxy=(1271,256,1506,463)
rally-photo xyxy=(259,873,759,1127)
article-funfluza-carnival xyxy=(775,86,1506,739)
brand-part1: ਦੇਸ਼ ਪ੍ਰਦੇਸ਼ xyxy=(1033,2294,1114,2316)
headline: ਸ੍ਰੋਮਣੀ ਅਕਾਲੀ ਦਲ ਪ੍ਰਧਾਨ ਸੁਖਬੀਰ ਸਿੰਘ ਬਾਦਲ ਨੇ ਪਾਰਟੀ ਦੇ ਉਮੀਦਵਾਰਾਂ ਨਾਲ ਵੱਖ ਵੱਖ ਪਿੰਡਾਂ ਵਿਚ ਕੀਤੀਆਂ ਮੀਟਿੰਗਾਂ xyxy=(19,764,756,840)
